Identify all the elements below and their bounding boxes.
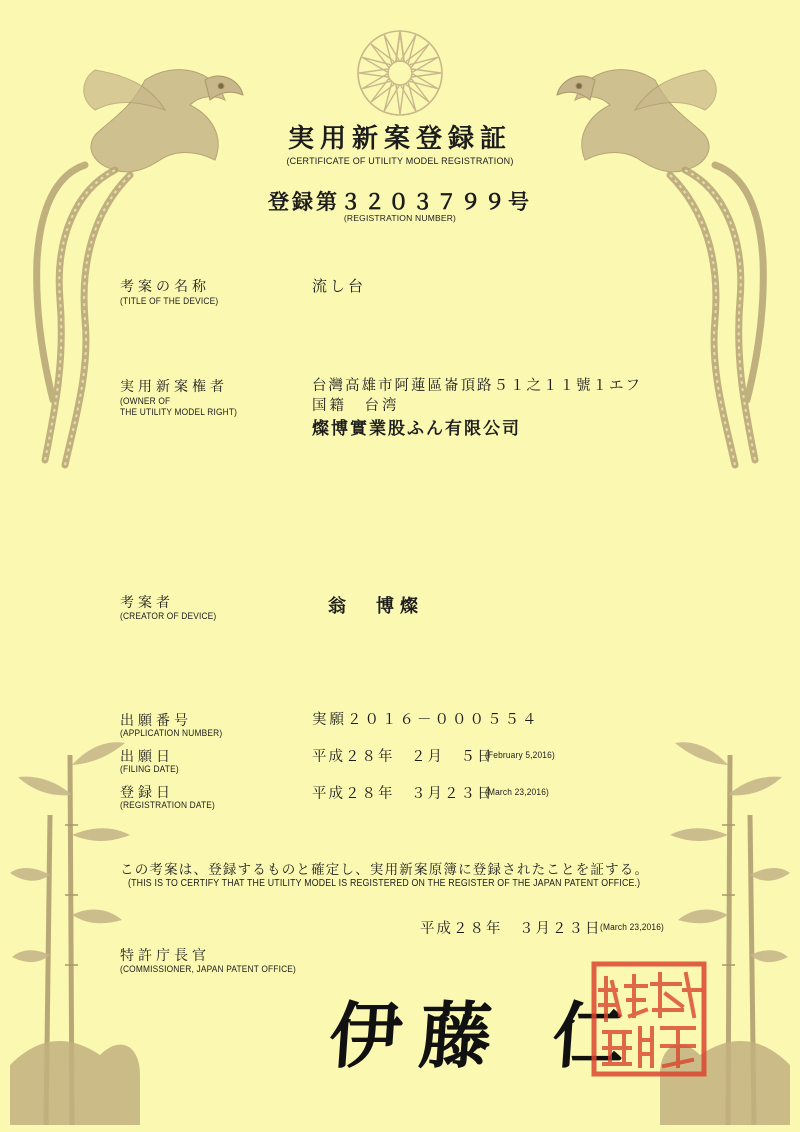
certify-statement: この考案は、登録するものと確定し、実用新案原簿に登録されたことを証する。 [120, 862, 650, 878]
device-title-label-en: (TITLE OF THE DEVICE) [120, 296, 219, 307]
registration-number: 登録第３２０３７９９号 [268, 190, 532, 214]
creator-value: 翁 博燦 [328, 596, 424, 617]
issue-date: 平成２８年 ３月２３日 [420, 921, 602, 937]
owner-label-en-1: (OWNER OF [120, 396, 171, 407]
certify-statement-en: (THIS IS TO CERTIFY THAT THE UTILITY MODEL IS REGISTERED ON THE REGISTER OF THE JAPAN PATENT OFFICE.) [128, 878, 641, 889]
commissioner-label-en: (COMMISSIONER, JAPAN PATENT OFFICE) [120, 964, 297, 975]
certificate-title-en: (CERTIFICATE OF UTILITY MODEL REGISTRATION) [286, 156, 514, 166]
commissioner-signature: 伊藤 仁 [326, 993, 646, 1078]
registration-date-value-en: (March 23,2016) [485, 787, 549, 798]
certificate-title: 実用新案登録証 [287, 124, 512, 154]
device-title-label: 考案の名称 [120, 279, 210, 295]
registration-date-label-en: (REGISTRATION DATE) [120, 800, 215, 811]
device-title-value: 流し台 [312, 277, 367, 295]
owner-label-en-2: THE UTILITY MODEL RIGHT) [120, 407, 238, 418]
owner-address: 台灣高雄市阿蓮區崙頂路５１之１１號１エフ [312, 378, 642, 394]
creator-label: 考案者 [120, 595, 174, 611]
issue-date-en: (March 23,2016) [600, 922, 664, 933]
application-number-value: 実願２０１６－０００５５４ [312, 712, 540, 728]
application-number-label-en: (APPLICATION NUMBER) [120, 728, 223, 739]
official-seal-icon [590, 960, 708, 1078]
filing-date-label-en: (FILING DATE) [120, 764, 179, 775]
commissioner-label: 特許庁長官 [120, 948, 210, 964]
chrysanthemum-crest-icon [355, 28, 445, 118]
application-number-label: 出願番号 [120, 713, 192, 729]
creator-label-en: (CREATOR OF DEVICE) [120, 611, 217, 622]
registration-number-en: (REGISTRATION NUMBER) [343, 213, 457, 223]
filing-date-label: 出願日 [120, 749, 174, 765]
phoenix-right-icon [535, 40, 775, 470]
filing-date-value: 平成２８年 ２月 ５日 [312, 749, 494, 765]
registration-date-label: 登録日 [120, 785, 174, 801]
owner-nationality: 国籍 台湾 [312, 398, 400, 414]
registration-date-value: 平成２８年 ３月２３日 [312, 786, 494, 802]
owner-name: 燦博實業股ふん有限公司 [312, 419, 521, 439]
filing-date-value-en: (February 5,2016) [485, 750, 555, 761]
owner-label: 実用新案権者 [120, 379, 228, 395]
